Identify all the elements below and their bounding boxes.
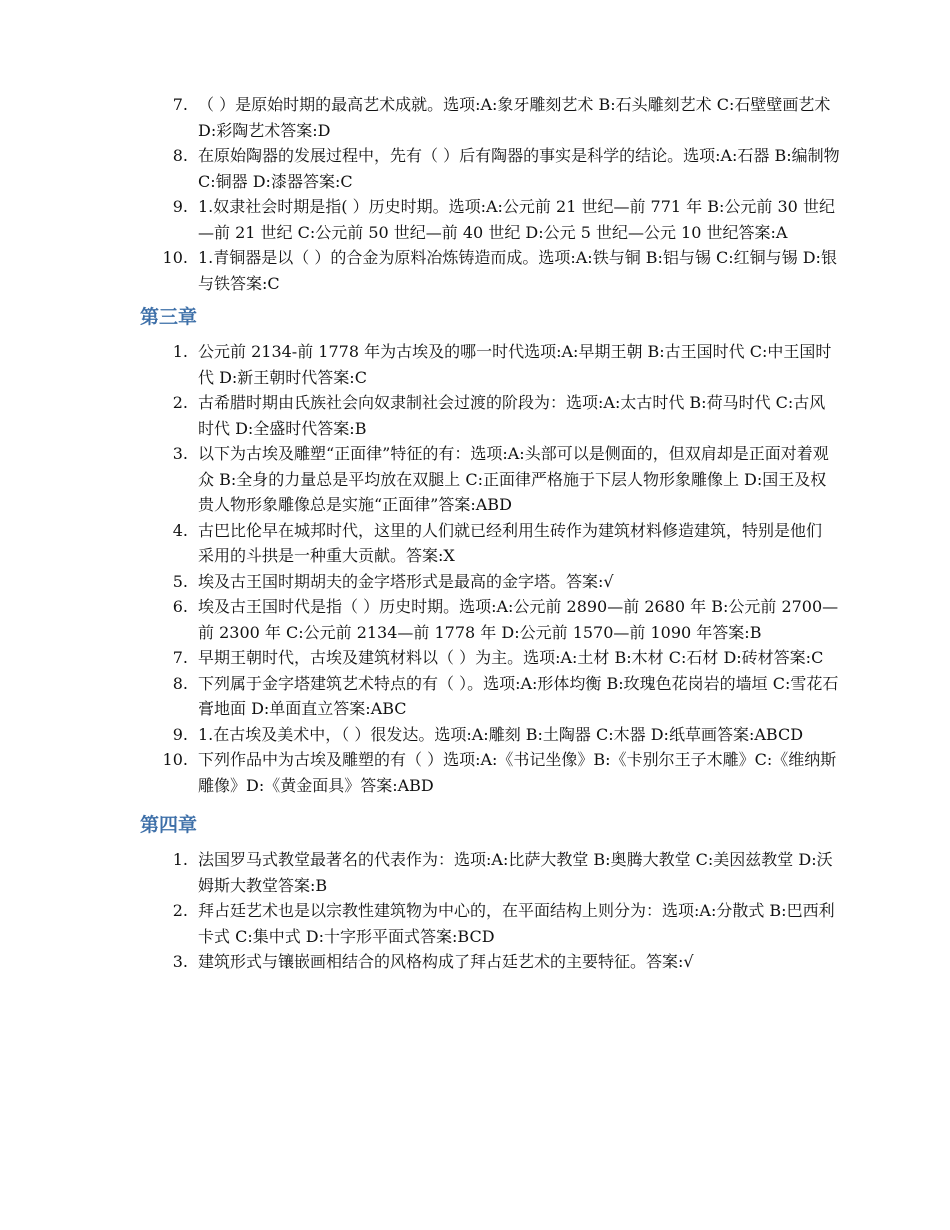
question-text: 1.在古埃及美术中，（ ）很发达。选项:A:雕刻 B:土陶器 C:木器 D:纸草画答案:ABCD [198,724,804,744]
question-text: 埃及古王国时期胡夫的金字塔形式是最高的金字塔。答案:√ [198,571,614,591]
question-number: 5. [172,571,188,591]
question-number: 10. [162,750,188,769]
question-number: 8. [172,673,188,693]
chapter-heading: 第四章 [140,814,198,836]
question-item [140,847,840,898]
question-text: 公元前 2134-前 1778 年为古埃及的哪一时代选项:A:早期王朝 B:古王国时代 C:中王国时代 D:新王朝时代答案:C [198,342,832,387]
question-text: 拜占廷艺术也是以宗教性建筑物为中心的，在平面结构上则分为：选项:A:分散式 B:巴西利卡式 C:集中式 D:十字形平面式答案:BCD [198,901,835,946]
question-item [140,569,840,595]
question-item [140,949,840,975]
question-text: 早期王朝时代，古埃及建筑材料以（ ）为主。选项:A:土材 B:木材 C:石材 D:砖材答案:C [198,648,824,667]
question-item [140,441,840,518]
question-number: 3. [172,952,188,971]
question-text: 埃及古王国时代是指（ ）历史时期。选项:A:公元前 2890—前 2680 年 B:公元前 2700—前 2300 年 C:公元前 2134—前 1778 年 D:公元前 1570—前 1090 年答案:B [198,597,839,642]
question-number: 3. [172,444,188,463]
question-number: 7. [172,95,188,114]
question-text: （ ）是原始时期的最高艺术成就。选项:A:象牙雕刻艺术 B:石头雕刻艺术 C:石壁壁画艺术 D:彩陶艺术答案:D [198,95,831,140]
question-text: 建筑形式与镶嵌画相结合的风格构成了拜占廷艺术的主要特征。答案:√ [198,952,694,971]
question-item [140,671,840,722]
question-item [140,722,840,748]
question-text: 以下为古埃及雕塑“正面律”特征的有：选项:A:头部可以是侧面的，但双肩却是正面对着观众 B:全身的力量总是平均放在双腿上 C:正面律严格施于下层人物形象雕像上 D:国王及权贵人物形象雕像总是实施“正面律”答案:ABD [198,444,829,514]
question-text: 在原始陶器的发展过程中，先有（ ）后有陶器的事实是科学的结论。选项:A:石器 B:编制物 C:铜器 D:漆器答案:C [198,146,840,191]
question-number: 1. [172,850,188,869]
question-number: 6. [172,597,188,616]
question-list-previous [140,92,840,296]
question-item [140,92,840,143]
question-text: 古巴比伦早在城邦时代，这里的人们就已经利用生砖作为建筑材料修造建筑，特别是他们 采用的斗拱是一种重大贡献。答案:X [198,520,823,565]
question-text: 1.奴隶社会时期是指( ）历史时期。选项:A:公元前 21 世纪—前 771 年 B:公元前 30 世纪—前 21 世纪 C:公元前 50 世纪—前 40 世纪 D:公元 5 世纪—公元 10 世纪答案:A [198,197,835,242]
question-item [140,645,840,671]
chapter-heading: 第三章 [140,306,198,328]
question-list-chapter-4 [140,847,840,975]
question-number: 2. [172,393,188,412]
question-number: 7. [172,648,188,667]
question-text: 法国罗马式教堂最著名的代表作为：选项:A:比萨大教堂 B:奥腾大教堂 C:美因兹教堂 D:沃姆斯大教堂答案:B [198,850,833,895]
question-list-chapter-3 [140,339,840,798]
question-number: 9. [172,197,188,216]
question-item [140,245,840,296]
question-text: 1.青铜器是以（ ）的合金为原料冶炼铸造而成。选项:A:铁与铜 B:铝与锡 C:红铜与锡 D:银与铁答案:C [198,248,837,293]
question-item [140,390,840,441]
question-number: 8. [172,146,188,165]
question-number: 1. [172,342,188,361]
question-item [140,898,840,949]
question-number: 4. [172,520,188,540]
question-number: 2. [172,901,188,920]
question-text: 下列作品中为古埃及雕塑的有（ ）选项:A:《书记坐像》B:《卡别尔王子木雕》C:《维纳斯雕像》D:《黄金面具》答案:ABD [198,750,837,795]
question-item [140,194,840,245]
question-item [140,747,840,798]
question-text: 古希腊时期由氏族社会向奴隶制社会过渡的阶段为：选项:A:太古时代 B:荷马时代 C:古风时代 D:全盛时代答案:B [198,393,826,438]
document-content [140,92,840,975]
question-item [140,518,840,569]
question-number: 10. [162,248,188,267]
question-item [140,339,840,390]
question-text: 下列属于金字塔建筑艺术特点的有（ ）。选项:A:形体均衡 B:玫瑰色花岗岩的墙垣 C:雪花石膏地面 D:单面直立答案:ABC [198,673,839,718]
question-number: 9. [172,724,188,744]
question-item [140,594,840,645]
question-item [140,143,840,194]
